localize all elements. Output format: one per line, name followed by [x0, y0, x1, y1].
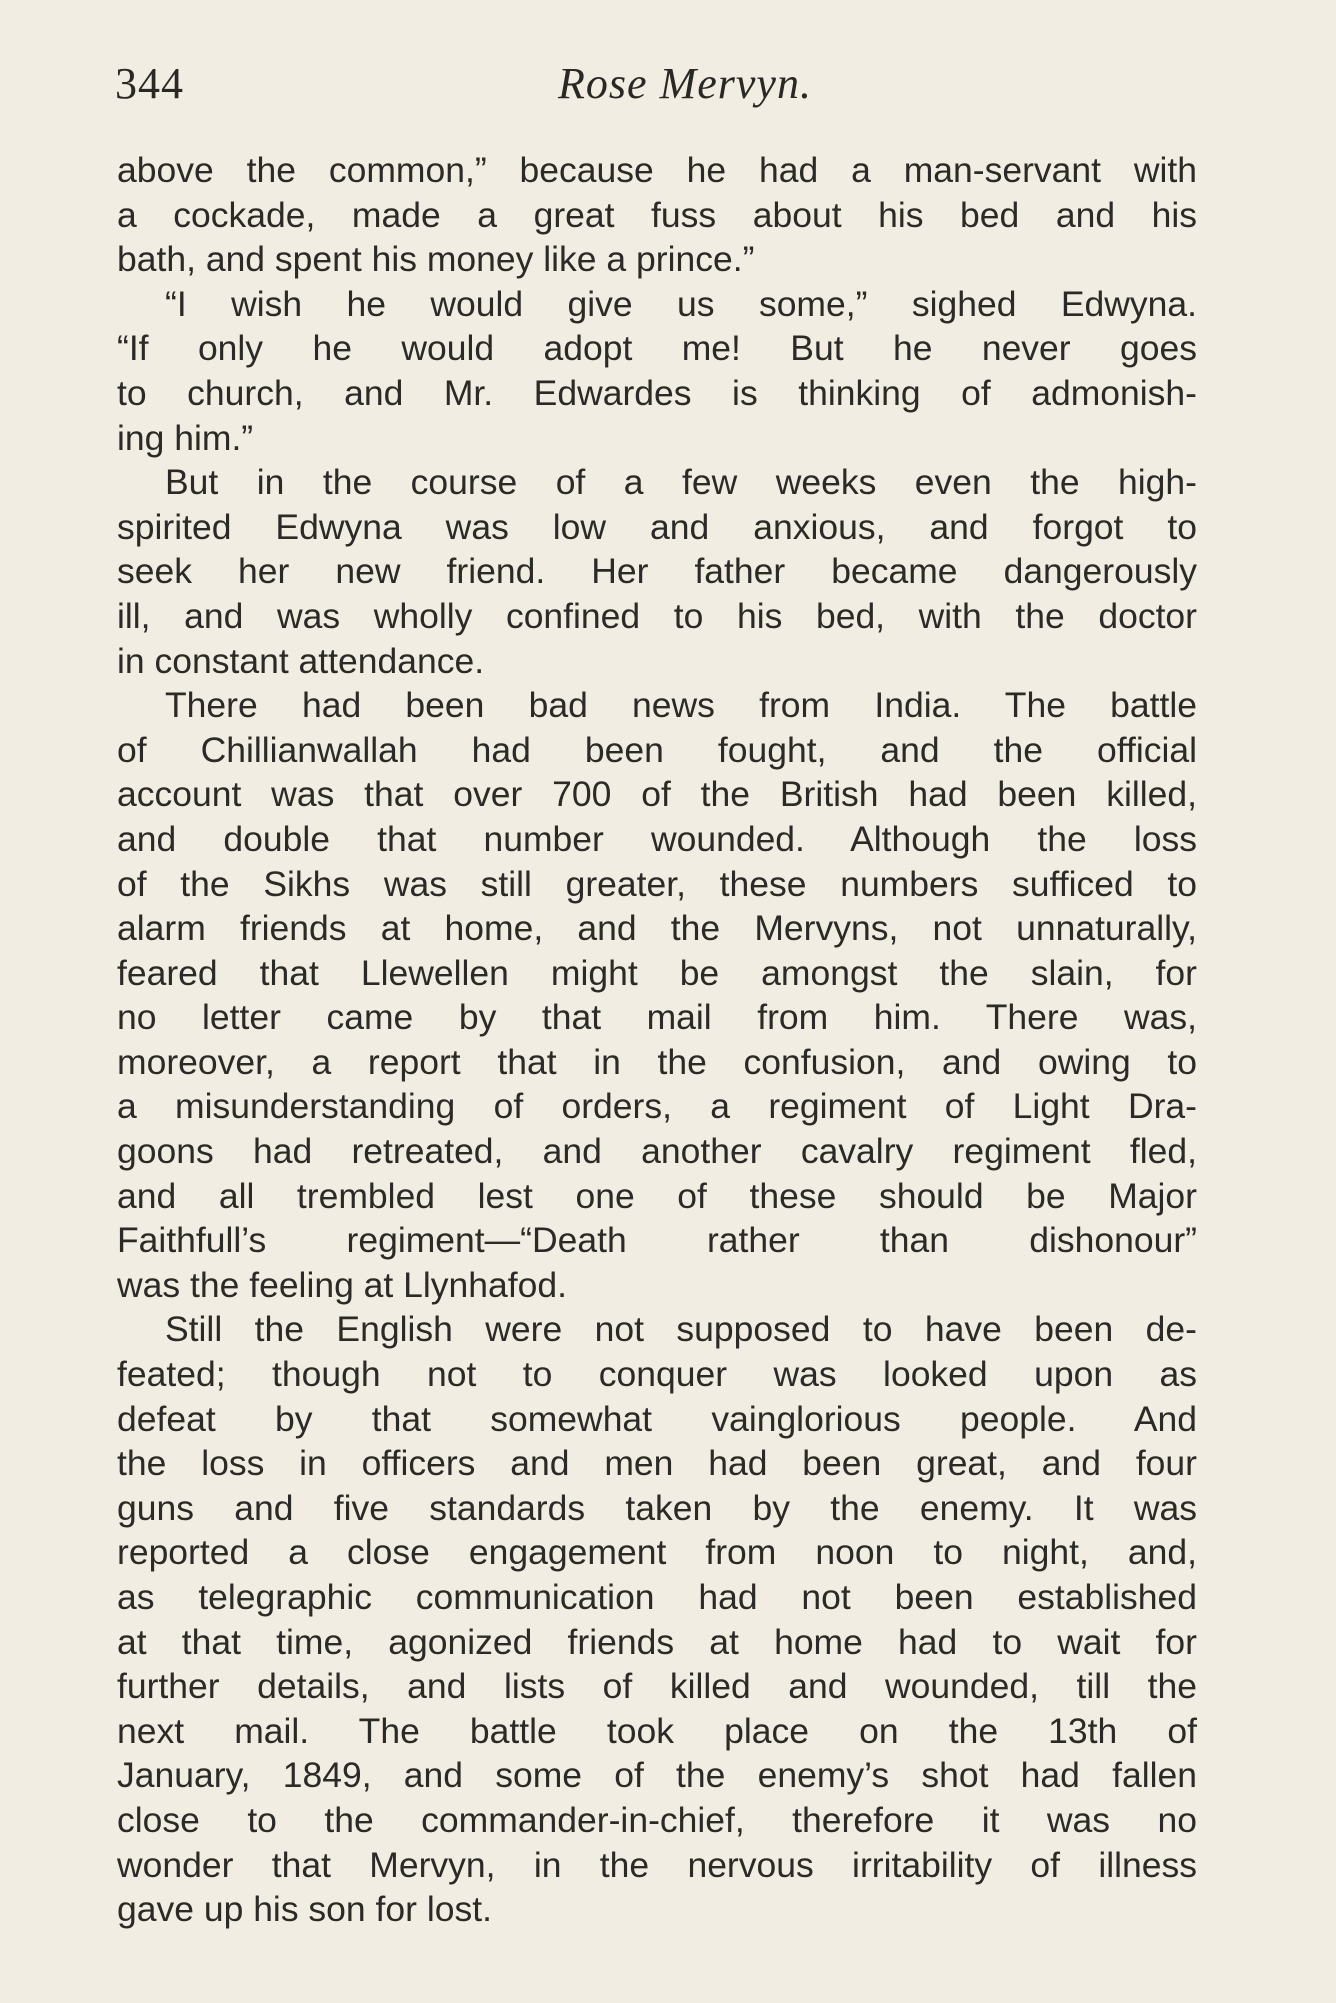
text-line: to church, and Mr. Edwardes is thinking of admonish- — [117, 372, 1197, 413]
body-text — [117, 148, 1197, 1932]
text-line: above the common,” because he had a man-servant with — [117, 150, 1197, 190]
text-line: and double that number wounded. Although the loss — [117, 818, 1197, 859]
text-line: of the Sikhs was still greater, these numbers sufficed to — [117, 863, 1197, 904]
page-number: 344 — [115, 59, 184, 108]
text-line: bath, and spent his money like a prince.” — [117, 239, 755, 280]
text-line: Still the English were not supposed to have been de- — [165, 1309, 1197, 1350]
text-line: as telegraphic communication had not been established — [117, 1577, 1197, 1617]
text-line: a cockade, made a great fuss about his bed and his — [117, 194, 1197, 235]
text-line: reported a close engagement from noon to night, and, — [117, 1532, 1197, 1573]
text-line: account was that over 700 of the British had been killed, — [117, 774, 1197, 815]
text-line: guns and five standards taken by the enemy. It was — [117, 1487, 1197, 1528]
text-line: ing him.” — [117, 417, 254, 458]
text-line: alarm friends at home, and the Mervyns, not unnaturally, — [117, 908, 1197, 949]
text-line: “I wish he would give us some,” sighed Edwyna. — [165, 283, 1197, 324]
text-line: in constant attendance. — [117, 640, 485, 681]
text-line: a misunderstanding of orders, a regiment of Light Dra- — [117, 1086, 1197, 1127]
text-line: defeat by that somewhat vainglorious people. And — [117, 1398, 1197, 1439]
text-line: “If only he would adopt me! But he never goes — [117, 328, 1197, 369]
text-line: was the feeling at Llynhafod. — [117, 1264, 567, 1305]
text-line: gave up his son for lost. — [117, 1889, 492, 1930]
text-line: feared that Llewellen might be amongst the slain, for — [117, 952, 1197, 993]
text-line: no letter came by that mail from him. There was, — [117, 997, 1197, 1038]
text-line: the loss in officers and men had been great, and four — [117, 1443, 1197, 1484]
text-line: January, 1849, and some of the enemy’s shot had fallen — [117, 1755, 1197, 1796]
text-line: moreover, a report that in the confusion, and owing to — [117, 1041, 1197, 1082]
text-line: ill, and was wholly confined to his bed, with the doctor — [117, 595, 1197, 636]
running-title: Rose Mervyn. — [558, 59, 812, 108]
text-line: further details, and lists of killed and wounded, till the — [117, 1666, 1197, 1707]
text-line: seek her new friend. Her father became dangerously — [117, 551, 1197, 592]
text-line: spirited Edwyna was low and anxious, and forgot to — [117, 506, 1197, 547]
text-line: and all trembled lest one of these should be Major — [117, 1175, 1197, 1216]
text-line: Faithfull’s regiment—“Death rather than dishonour” — [117, 1220, 1197, 1261]
text-line: goons had retreated, and another cavalry regiment fled, — [117, 1131, 1197, 1172]
text-line: close to the commander-in-chief, therefore it was no — [117, 1799, 1197, 1840]
text-line: But in the course of a few weeks even the high- — [165, 462, 1197, 503]
text-line: of Chillianwallah had been fought, and the official — [117, 729, 1197, 770]
text-line: feated; though not to conquer was looked upon as — [117, 1354, 1197, 1395]
text-line: wonder that Mervyn, in the nervous irritability of illness — [117, 1844, 1197, 1885]
text-line: at that time, agonized friends at home had to wait for — [117, 1621, 1197, 1662]
text-line: There had been bad news from India. The battle — [165, 685, 1197, 726]
running-head — [115, 58, 1195, 118]
text-line: next mail. The battle took place on the 13th of — [117, 1710, 1197, 1751]
